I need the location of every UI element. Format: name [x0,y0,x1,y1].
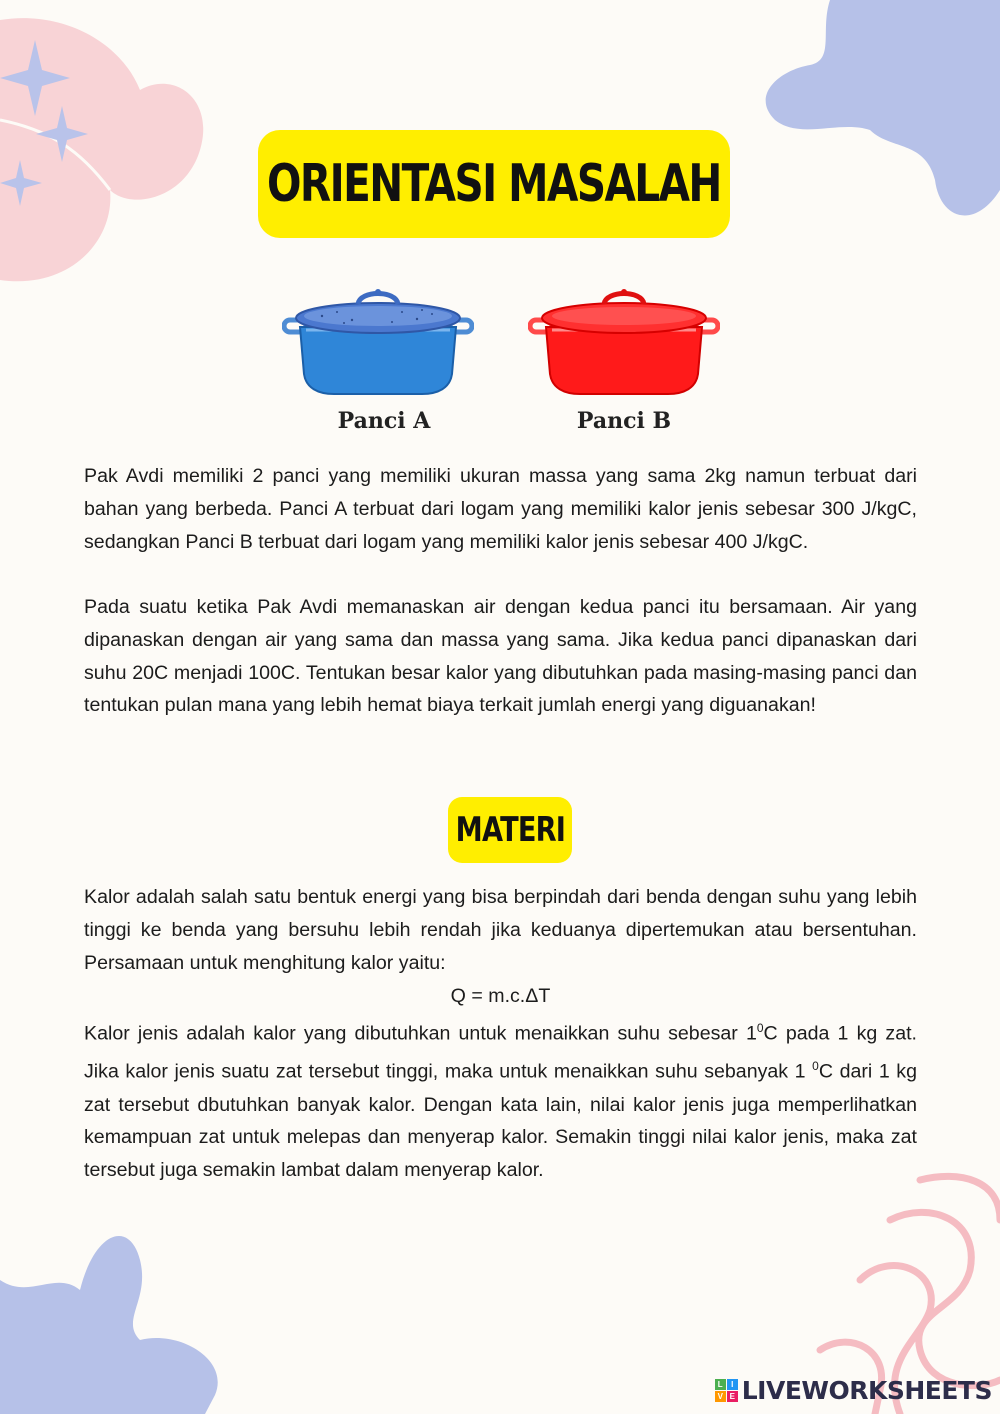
liveworksheets-brand[interactable] [715,1376,992,1405]
materi-heading: MATERI [455,810,565,850]
pot-b-illustration [528,282,720,397]
materi-heading-banner [448,797,572,863]
blue-splash-decoration-bottom-left [0,1210,240,1414]
liveworksheets-logo-icon [715,1379,738,1402]
pot-a-illustration [282,282,474,397]
pot-a-label: Panci A [337,408,431,434]
materi-paragraph-2-part-1: Kalor jenis adalah kalor yang dibutuhkan untuk menaikkan suhu sebesar 1 [84,1022,757,1045]
logo-letter-i: I [727,1379,738,1390]
problem-paragraph-2: Pada suatu ketika Pak Avdi memanaskan air dengan kedua panci itu bersamaan. Air yang dipanaskan dengan air yang sama dan massa yang sama. Jika kedua panci dipanaskan dari suhu 20C menjadi 100C. Tentukan besar kalor yang dibutuhkan pada masing-masing panci dan tentukan pulan mana yang lebih hemat biaya terkait jumlah energi yang diguanakan! [84,596,917,717]
problem-paragraph-1: Pak Avdi memiliki 2 panci yang memiliki ukuran massa yang sama 2kg namun terbuat dari bahan yang berbeda. Panci A terbuat dari logam yang memiliki kalor jenis sebesar 300 J/kgC, sedangkan Panci B terbuat dari logam yang memiliki kalor jenis sebesar 400 J/kgC. [84,465,917,553]
logo-letter-v: V [715,1391,726,1402]
materi-paragraph-1: Kalor adalah salah satu bentuk energi yang bisa berpindah dari benda dengan suhu yang lebih tinggi ke benda yang bersuhu lebih rendah jika keduanya dipertemukan atau bersentuhan. Persamaan untuk menghitung kalor yaitu: [84,886,917,974]
page-title: ORIENTASI MASALAH [267,154,721,214]
materi-paragraph-2 [84,1012,917,1187]
title-banner [258,130,730,238]
logo-letter-l: L [715,1379,726,1390]
sparkle-decoration [0,40,100,210]
brand-name: LIVEWORKSHEETS [741,1376,992,1405]
blue-splash-decoration-top-right [760,0,1000,230]
materi-paragraph-2-part-3: C dari 1 kg zat tersebut dbutuhkan banyak kalor. Dengan kata lain, nilai kalor jenis juga memperlihatkan kemampuan zat untuk melepas dan menyerap kalor. Semakin tinggi nilai kalor jenis, maka zat tersebut juga semakin lambat dalam menyerap kalor. [84,1060,917,1182]
materi-paragraph-2-part-2: C pada 1 kg zat. Jika kalor jenis suatu zat tersebut tinggi, maka untuk menaikkan suhu sebanyak 1 [84,1022,917,1083]
logo-letter-e: E [727,1391,738,1402]
degree-superscript-2: 0 [812,1059,819,1074]
degree-superscript-1: 0 [756,1021,764,1035]
pot-b-label: Panci B [576,408,672,434]
kalor-formula: Q = m.c.ΔT [450,985,551,1007]
